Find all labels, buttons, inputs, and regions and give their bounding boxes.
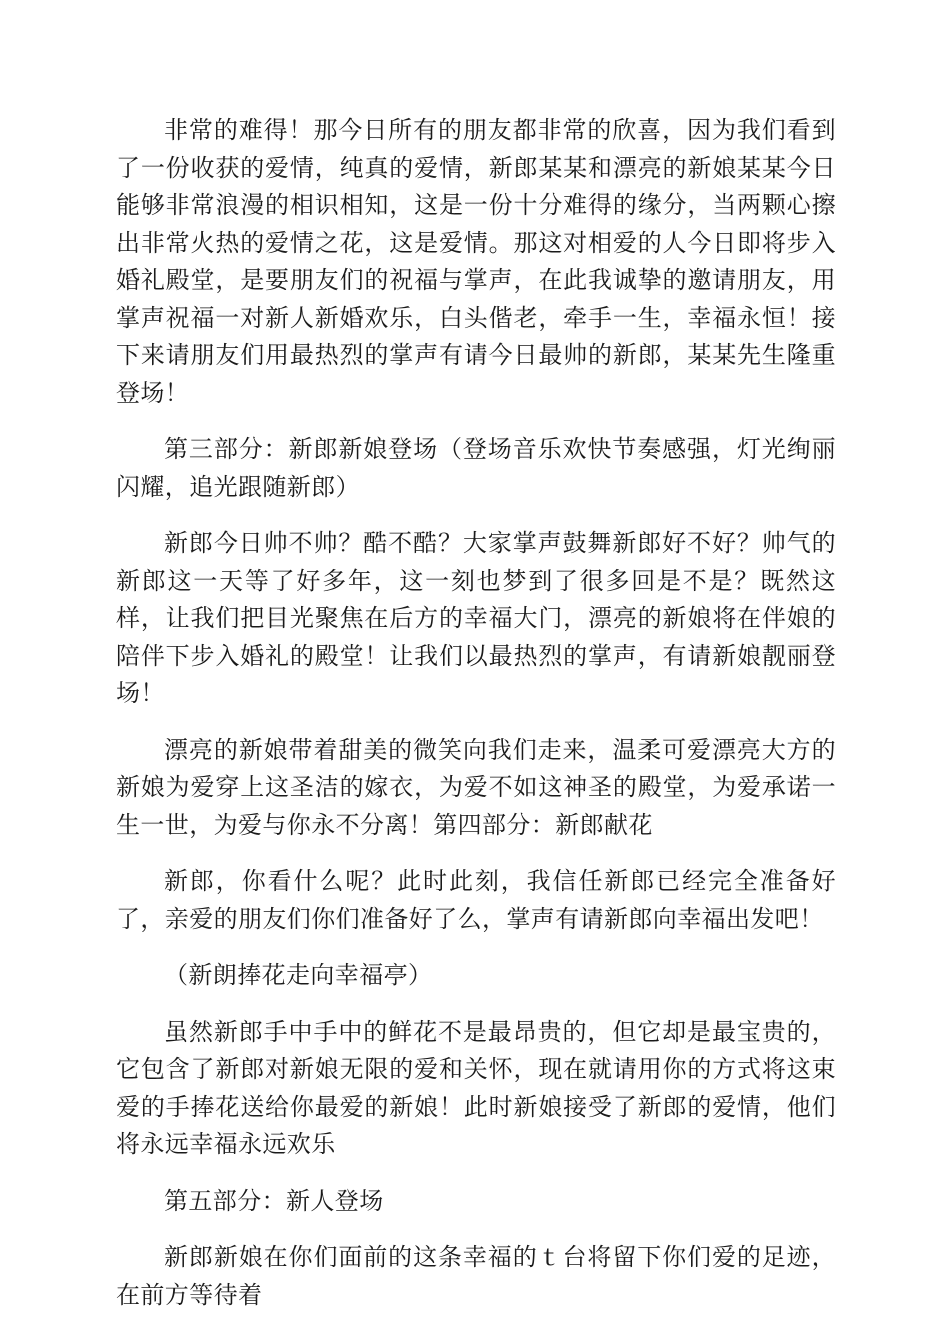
paragraph-groom-ready: 新郎，你看什么呢？此时此刻，我信任新郎已经完全准备好了，亲爱的朋友们你们准备好了么，掌声有请新郎向幸福出发吧！	[116, 867, 836, 933]
paragraph-part-five-heading: 第五部分：新人登场	[164, 1186, 384, 1215]
paragraph-part-three-heading: 第三部分：新郎新娘登场（登场音乐欢快节奏感强，灯光绚丽闪耀，追光跟随新郎）	[116, 435, 836, 501]
paragraph-couple-stage: 新郎新娘在你们面前的这条幸福的ｔ台将留下你们爱的足迹，在前方等待着	[116, 1243, 836, 1309]
paragraph-flower-presentation: 虽然新郎手中手中的鲜花不是最昂贵的，但它却是最宝贵的，它包含了新郎对新娘无限的爱和关怀，现在就请用你的方式将这束爱的手捧花送给你最爱的新娘！此时新娘接受了新郎的爱情，他们将永远幸福永远欢乐	[116, 1017, 836, 1158]
paragraph-opening-blessing: 非常的难得！那今日所有的朋友都非常的欣喜，因为我们看到了一份收获的爱情，纯真的爱情，新郎某某和漂亮的新娘某某今日能够非常浪漫的相识相知，这是一份十分难得的缘分，当两颗心擦出非常火热的爱情之花，这是爱情。那这对相爱的人今日即将步入婚礼殿堂，是要朋友们的祝福与掌声，在此我诚挚的邀请朋友，用掌声祝福一对新人新婚欢乐，白头偕老，牵手一生，幸福永恒！接下来请朋友们用最热烈的掌声有请今日最帅的新郎，某某先生隆重登场！	[116, 116, 836, 407]
paragraph-bride-entrance: 漂亮的新娘带着甜美的微笑向我们走来，温柔可爱漂亮大方的新娘为爱穿上这圣洁的嫁衣，为爱不如这神圣的殿堂，为爱承诺一生一世，为爱与你永不分离！第四部分：新郎献花	[116, 735, 836, 839]
document-body	[116, 112, 836, 1333]
paragraph-stage-direction: （新朗捧花走向幸福亭）	[164, 961, 433, 989]
paragraph-groom-entrance: 新郎今日帅不帅？酷不酷？大家掌声鼓舞新郎好不好？帅气的新郎这一天等了好多年，这一刻也梦到了很多回是不是？既然这样，让我们把目光聚焦在后方的幸福大门，漂亮的新娘将在伴娘的陪伴下步入婚礼的殿堂！让我们以最热烈的掌声，有请新娘靓丽登场！	[116, 529, 836, 707]
